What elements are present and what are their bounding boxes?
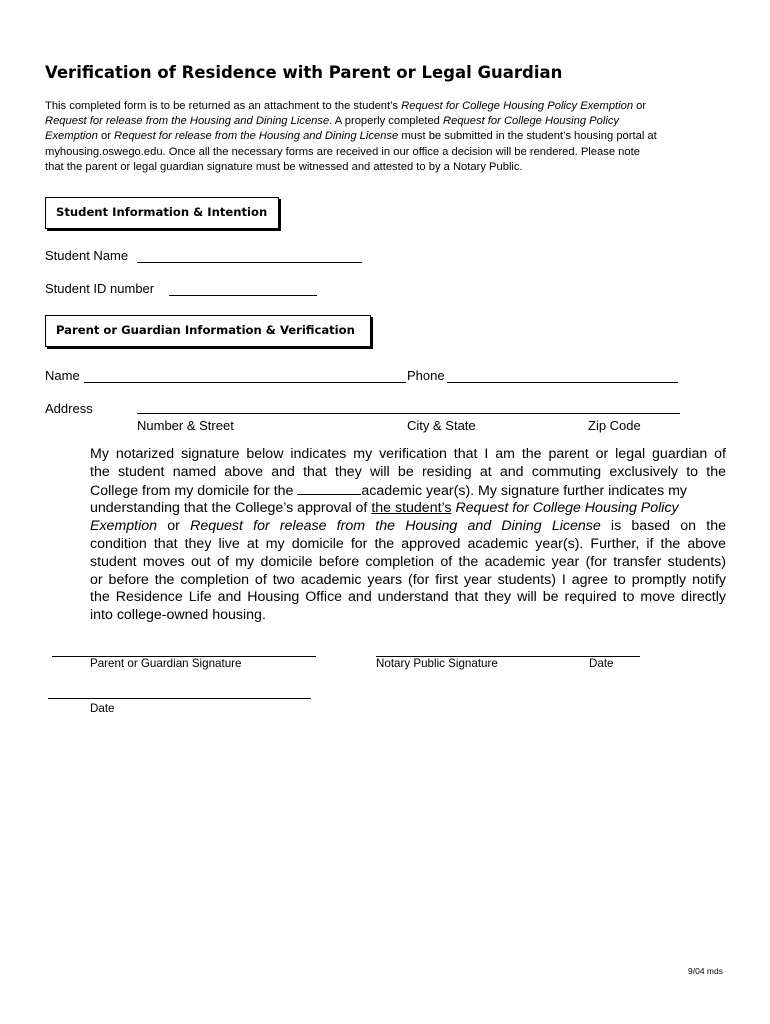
page-title: Verification of Residence with Parent or Legal Guardian: [45, 63, 563, 82]
intro-paragraph: This completed form is to be returned as an attachment to the student’s Request for College Housing Policy Exemption or Request for release from the Housing and Dining License. A properly completed Request for College Housing Policy Exemption or Request for release from the Housing and Dining License must be submitted in the student’s housing portal at myhousing.oswego.edu. Once all the necessary forms are received in our office a decision will be rendered. Please note that the parent or legal guardian signature must be witnessed and attested to by a Notary Public.: [45, 100, 657, 173]
city-state-caption: City & State: [407, 418, 476, 433]
phone-field[interactable]: [447, 382, 678, 383]
notary-date-label: Date: [589, 657, 614, 670]
section-heading-student: Student Information & Intention: [45, 197, 279, 229]
address-label: Address: [45, 401, 93, 416]
academic-year-blank[interactable]: [297, 482, 361, 495]
student-name-label: Student Name: [45, 248, 129, 263]
section-heading-guardian: Parent or Guardian Information & Verification: [45, 315, 371, 347]
notary-signature-label: Notary Public Signature: [376, 657, 498, 670]
street-caption: Number & Street: [137, 418, 234, 433]
parent-signature-label: Parent or Guardian Signature: [90, 657, 242, 670]
address-field[interactable]: [137, 413, 680, 414]
guardian-name-field[interactable]: [84, 382, 406, 383]
phone-label: Phone: [407, 368, 445, 383]
date-label: Date: [90, 702, 115, 715]
student-id-field[interactable]: [169, 295, 317, 296]
student-name-field[interactable]: [137, 262, 362, 263]
student-id-label: Student ID number: [45, 281, 155, 296]
zip-code-caption: Zip Code: [588, 418, 641, 433]
verification-statement: My notarized signature below indicates my verification that I am the parent or legal guardian of the student named above and that they will be residing at and commuting exclusively to the College from my domicile for the academic year(s). My signature further indicates my understanding that the College’s approval of the student’s Request for College Housing Policy Exemption or Request for release from the Housing and Dining License is based on the condition that they live at my domicile for the approved academic year(s). Further, if the above student moves out of my domicile before completion of the academic year (for transfer students) or before the completion of two academic years (for first year students) I agree to promptly notify the Residence Life and Housing Office and understand that they will be required to move directly into college-owned housing.: [90, 446, 726, 624]
date-line[interactable]: [48, 698, 311, 699]
guardian-name-label: Name: [45, 368, 80, 383]
form-revision-code: 9/04 mds: [688, 966, 723, 976]
